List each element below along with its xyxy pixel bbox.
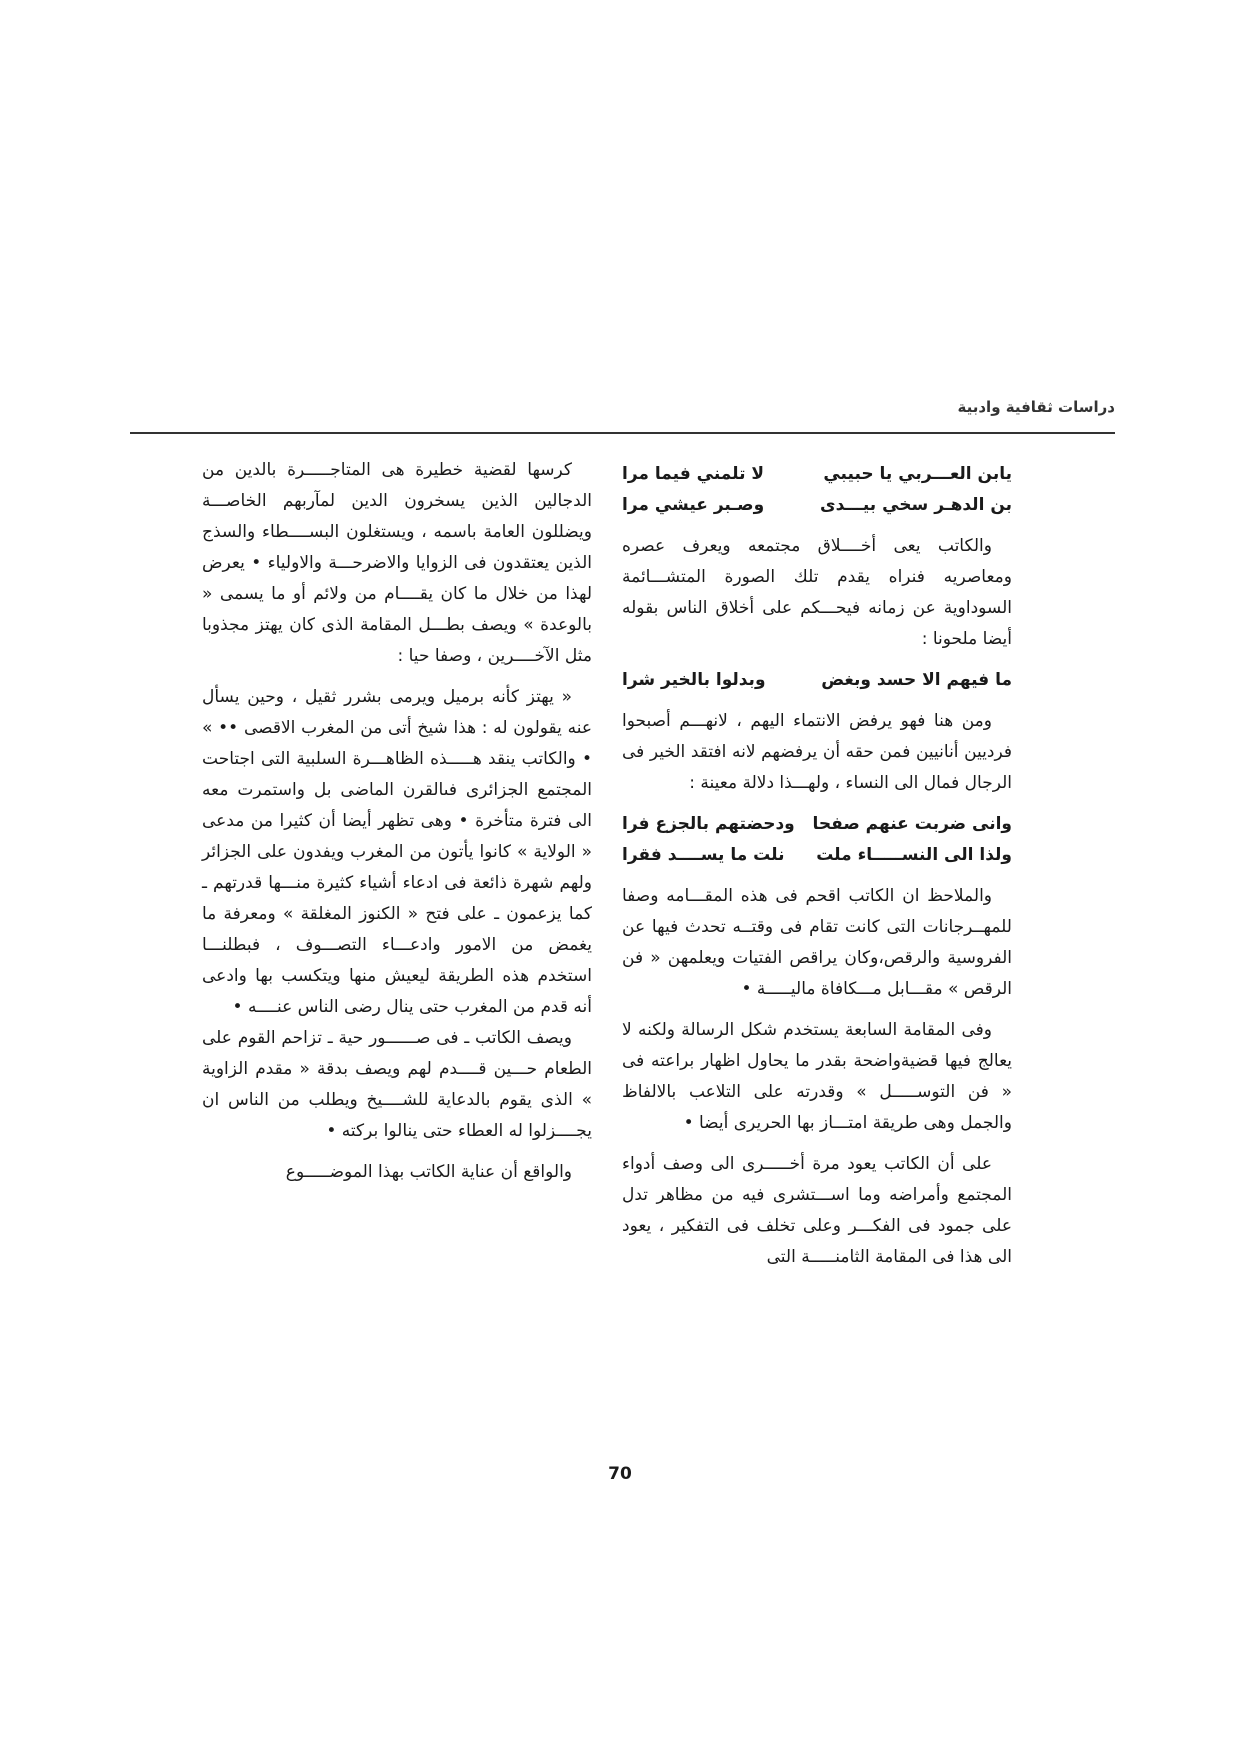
header-rule	[130, 432, 1115, 434]
verse-line	[622, 490, 1012, 521]
hemistich: ولذا الى النســـــاء ملت	[816, 845, 1012, 865]
verse-block-2	[622, 665, 1012, 696]
paragraph: والملاحظ ان الكاتب اقحم فى هذه المقـــامه وصفا للمهــرجانات التى كانت تقام فى وقتــه تحدث فيها عن الفروسية والرقص،وكان يراقص الفتيات ويعلمهن « فن الرقص » مقـــابل مـــكافاة ماليـــــة •	[622, 886, 1012, 999]
hemistich: وانى ضربت عنهم صفحا	[812, 814, 1012, 834]
page-number: 70	[608, 1464, 632, 1484]
verse-line	[622, 840, 1012, 871]
paragraph: كرسها لقضية خطيرة هى المتاجـــــرة بالدين من الدجالين الذين يسخرون الدين لمآربهم الخاصـــة ويضللون العامة باسمه ، ويستغلون البســــطاء والسذج الذين يعتقدون فى الزوايا والاضرحـــة والاولياء • يعرض لهذا من خلال ما كان يقــــام من ولائم أو ما يسمى « بالوعدة » ويصف بطـــل المقامة الذى كان يهتز مجذوبا مثل الآخــــرين ، وصفا حيا :	[202, 460, 592, 666]
hemistich: ما فيهم الا حسد وبغض	[821, 670, 1012, 690]
verse-line	[622, 459, 1012, 490]
verse-block-1	[622, 459, 1012, 521]
paragraph: ومن هنا فهو يرفض الانتماء اليهم ، لانهـــم أصبحوا فرديين أنانيين فمن حقه أن يرفضهم لانه افتقد الخير فى الرجال فمال الى النساء ، ولهـــذا دلالة معينة :	[622, 711, 1012, 793]
hemistich: بن الدهـر سخي بيـــدى	[820, 495, 1012, 515]
verse-block-3	[622, 809, 1012, 871]
running-header: دراسات ثقافية وادبية	[957, 398, 1115, 416]
hemistich: ودحضتهم بالجزع فرا	[622, 814, 795, 834]
paragraph: على أن الكاتب يعود مرة أخـــــرى الى وصف أدواء المجتمع وأمراضه وما اســـتشرى فيه من مظاهر تدل على جمود فى الفكـــر وعلى تخلف فى التفكير ، يعود الى هذا فى المقامة الثامنـــــة التى	[622, 1154, 1012, 1267]
verse-line	[622, 665, 1012, 696]
paragraph: والكاتب يعى أخــــلاق مجتمعه ويعرف عصره ومعاصريه فنراه يقدم تلك الصورة المتشـــائمة السوداوية عن زمانه فيحـــكم على أخلاق الناس بقوله أيضا ملحونا :	[622, 536, 1012, 649]
hemistich: وبدلوا بالخير شرا	[622, 670, 766, 690]
right-column	[622, 455, 1012, 1283]
paragraph: والواقع أن عناية الكاتب بهذا الموضـــــوع	[285, 1162, 572, 1182]
left-column	[202, 455, 592, 1198]
verse-line	[622, 809, 1012, 840]
quoted-paragraph: « يهتز كأنه برميل ويرمى بشرر ثقيل ، وحين يسأل عنه يقولون له : هذا شيخ أتى من المغرب الاقصى •• » • والكاتب ينقد هـــــذه الظاهـــرة السلبية التى اجتاحت المجتمع الجزائرى فىالقرن الماضى بل واستمرت معه الى فترة متأخرة • وهى تظهر أيضا أن كثيرا من مدعى « الولاية » كانوا يأتون من المغرب ويفدون على الجزائر ولهم شهرة ذائعة فى ادعاء أشياء كثيرة منـــها قدرتهم ـ كما يزعمون ـ على فتح « الكنوز المغلقة » ومعرفة ما يغمض من الامور وادعـــاء التصـــوف ، فبطلنـــا استخدم هذه الطريقة ليعيش منها ويتكسب بها وادعى أنه قدم من المغرب حتى ينال رضى الناس عنــــه •	[202, 687, 592, 1017]
hemistich: نلت ما يســــد فقرا	[622, 845, 785, 865]
paragraph: ويصف الكاتب ـ فى صــــــور حية ـ تزاحم القوم على الطعام حـــين قــــدم لهم ويصف بدقة « مقدم الزاوية » الذى يقوم بالدعاية للشــــيخ ويطلب من الناس ان يجــــزلوا له العطاء حتى ينالوا بركته •	[202, 1028, 592, 1141]
hemistich: وصـبر عيشي مرا	[622, 495, 765, 515]
hemistich: لا تلمني فيما مرا	[622, 464, 765, 484]
hemistich: يابن العـــربي يا حبيبي	[823, 464, 1012, 484]
paragraph: وفى المقامة السابعة يستخدم شكل الرسالة ولكنه لا يعالج فيها قضيةواضحة بقدر ما يحاول اظهار براعته فى « فن التوســـــل » وقدرته على التلاعب بالالفاظ والجمل وهى طريقة امتـــاز بها الحريرى أيضا •	[622, 1020, 1012, 1133]
